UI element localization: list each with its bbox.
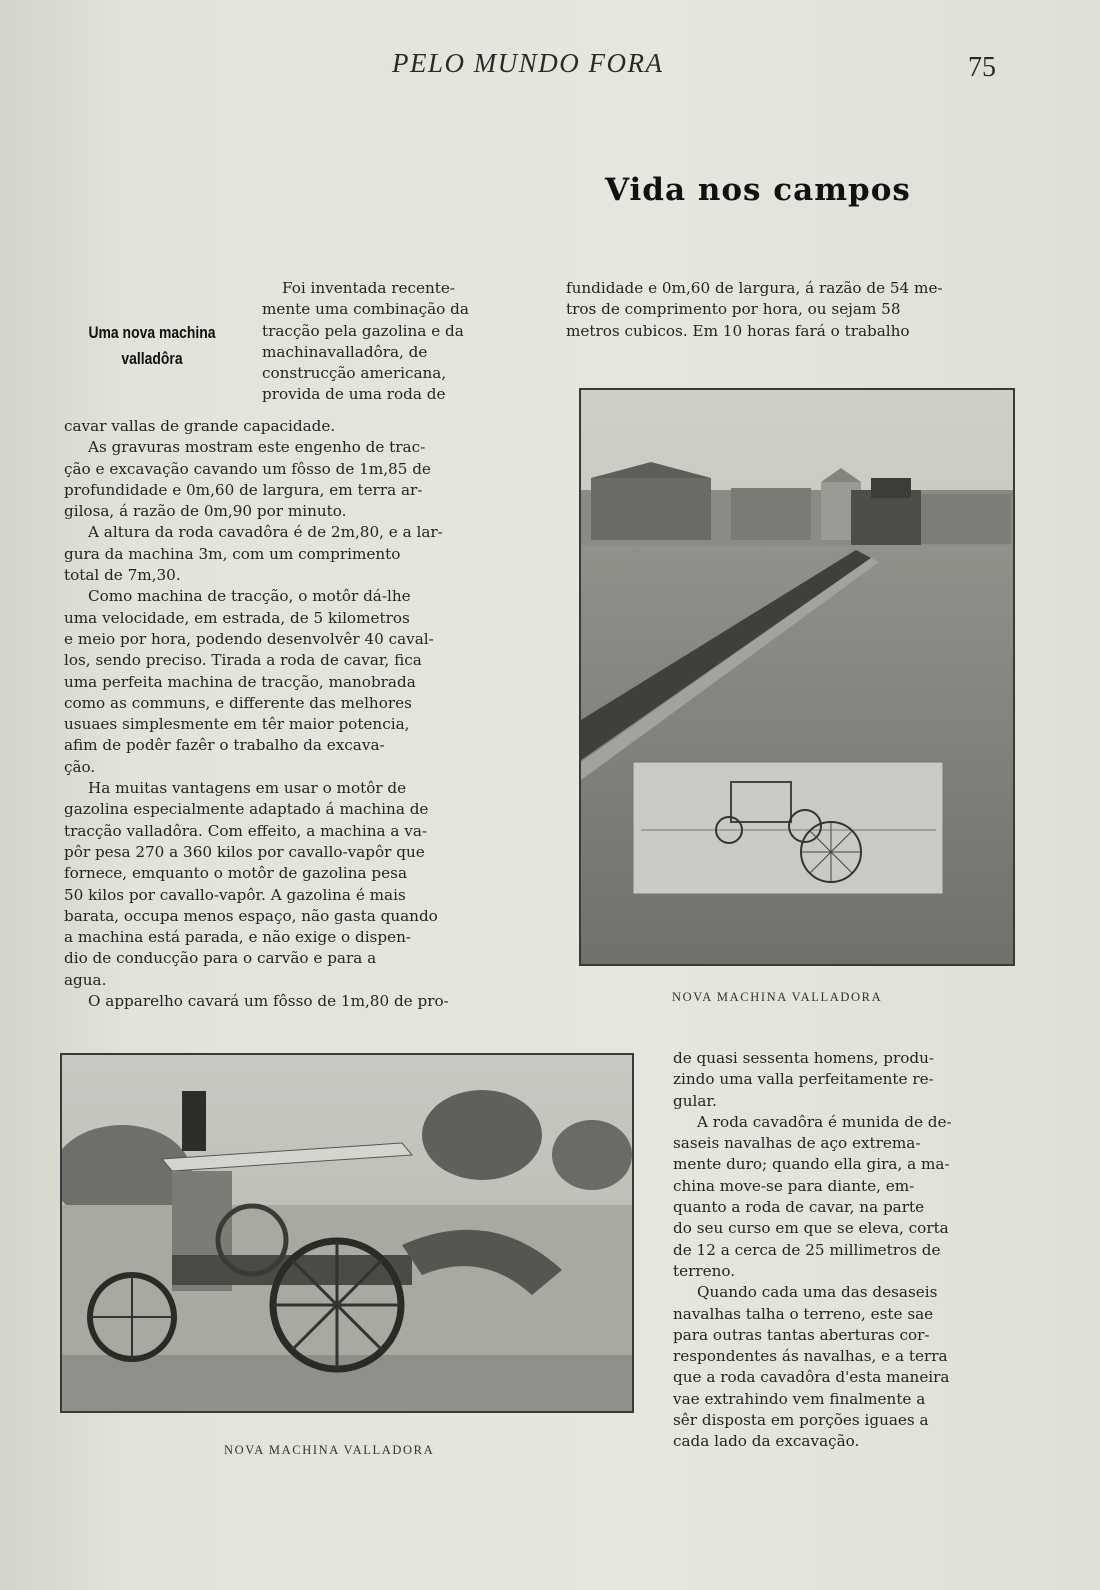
text-line: los, sendo preciso. Tirada a roda de cavar, fica	[64, 651, 422, 670]
text-line: metros cubicos. Em 10 horas fará o trabalho	[566, 321, 910, 340]
text-line: dio de conducção para o carvão e para a	[64, 949, 377, 968]
text-line: mente uma combinação da	[262, 300, 469, 319]
text-line: ção e excavação cavando um fôsso de 1m,85 de	[64, 459, 431, 478]
text-line: afim de podêr fazêr o trabalho da excava-	[64, 736, 385, 755]
text-line: uma velocidade, em estrada, de 5 kilometros	[64, 608, 410, 627]
text-line: de quasi sessenta homens, produ-	[673, 1049, 935, 1067]
article-title: Vida nos campos	[605, 172, 911, 208]
photo-field-illustration	[581, 390, 1013, 964]
text-line: gilosa, á razão de 0m,90 por minuto.	[64, 502, 347, 521]
running-title: PELO MUNDO FORA	[392, 48, 664, 78]
text-line: construcção americana,	[262, 364, 447, 383]
sidehead-line: Uma nova machina	[88, 323, 216, 342]
text-line: tracção pela gazolina e da	[262, 321, 464, 340]
text-line: pôr pesa 270 a 360 kilos por cavallo-vapôr que	[64, 842, 425, 861]
text-line: gura da machina 3m, com um comprimento	[64, 544, 401, 563]
text-line: Quando cada uma das desaseis	[697, 1283, 938, 1302]
text-line: cada lado da excavação.	[673, 1432, 860, 1451]
text-line: barata, occupa menos espaço, não gasta quando	[64, 906, 438, 925]
text-line: Ha muitas vantagens em usar o motôr de	[88, 779, 407, 798]
text-line: vae extrahindo vem finalmente a	[673, 1389, 926, 1408]
text-line: terreno.	[673, 1261, 736, 1280]
text-line: a machina está parada, e não exige o dispen-	[64, 928, 411, 947]
photo-trench-digging-machine	[579, 388, 1015, 966]
text-line: agua.	[64, 970, 107, 989]
text-line: tros de comprimento por hora, ou sejam 58	[566, 300, 901, 319]
text-line: do seu curso em que se eleva, corta	[673, 1219, 949, 1238]
text-line: As gravuras mostram este engenho de trac-	[88, 438, 426, 457]
photo-engine-illustration	[62, 1055, 632, 1411]
page-number: 75	[968, 52, 996, 83]
text-line: provida de uma roda de	[262, 385, 446, 404]
text-line: e meio por hora, podendo desenvolvêr 40 caval-	[64, 629, 434, 648]
text-line: saseis navalhas de aço extrema-	[673, 1134, 921, 1153]
running-head	[0, 48, 1100, 88]
text-line: Como machina de tracção, o motôr dá-lhe	[88, 587, 411, 606]
text-line: gular.	[673, 1091, 717, 1110]
text-line: 50 kilos por cavallo-vapôr. A gazolina é mais	[64, 885, 406, 904]
text-line: cavar vallas de grande capacidade.	[64, 417, 336, 435]
sidehead-line: valladôra	[121, 349, 183, 368]
text-line: fornece, emquanto o motôr de gazolina pesa	[64, 864, 407, 883]
text-line: sêr disposta em porções iguaes a	[673, 1411, 929, 1430]
text-line: fundidade e 0m,60 de largura, á razão de 54 me-	[566, 279, 943, 297]
text-line: china move-se para diante, em-	[673, 1176, 915, 1195]
text-line: respondentes ás navalhas, e a terra	[673, 1347, 948, 1366]
photo-traction-engine	[60, 1053, 634, 1413]
text-line: para outras tantas aberturas cor-	[673, 1325, 930, 1344]
text-line: total de 7m,30.	[64, 566, 181, 585]
text-line: Foi inventada recente-	[282, 279, 456, 297]
text-line: uma perfeita machina de tracção, manobrada	[64, 672, 416, 691]
text-line: usuaes simplesmente em têr maior potencia,	[64, 715, 410, 734]
figure-caption: NOVA MACHINA VALLADORA	[224, 1443, 435, 1457]
right-column-bottom-text	[673, 1048, 1023, 1453]
text-line: machinavalladôra, de	[262, 342, 428, 361]
text-line: A altura da roda cavadôra é de 2m,80, e a lar-	[88, 523, 443, 542]
text-line: que a roda cavadôra d'esta maneira	[673, 1368, 950, 1387]
text-line: A roda cavadôra é munida de de-	[697, 1112, 952, 1131]
text-line: como as communs, e differente das melhores	[64, 693, 412, 712]
text-line: profundidade e 0m,60 de largura, em terra ar-	[64, 480, 423, 499]
figure-caption: NOVA MACHINA VALLADORA	[672, 990, 883, 1004]
text-line: quanto a roda de cavar, na parte	[673, 1198, 925, 1217]
text-line: navalhas talha o terreno, este sae	[673, 1304, 934, 1323]
right-column-top-text	[566, 278, 1024, 342]
text-line: mente duro; quando ella gira, a ma-	[673, 1155, 950, 1174]
text-line: zindo uma valla perfeitamente re-	[673, 1070, 934, 1089]
text-line: tracção valladôra. Com effeito, a machina a va-	[64, 821, 428, 840]
text-line: O apparelho cavará um fôsso de 1m,80 de pro-	[88, 992, 449, 1011]
text-line: de 12 a cerca de 25 millimetros de	[673, 1240, 941, 1259]
text-line: gazolina especialmente adaptado á machina de	[64, 800, 429, 819]
left-column-text	[64, 416, 522, 1012]
text-line: ção.	[64, 757, 96, 776]
intro-paragraph	[262, 278, 522, 406]
section-sidehead	[78, 320, 226, 372]
